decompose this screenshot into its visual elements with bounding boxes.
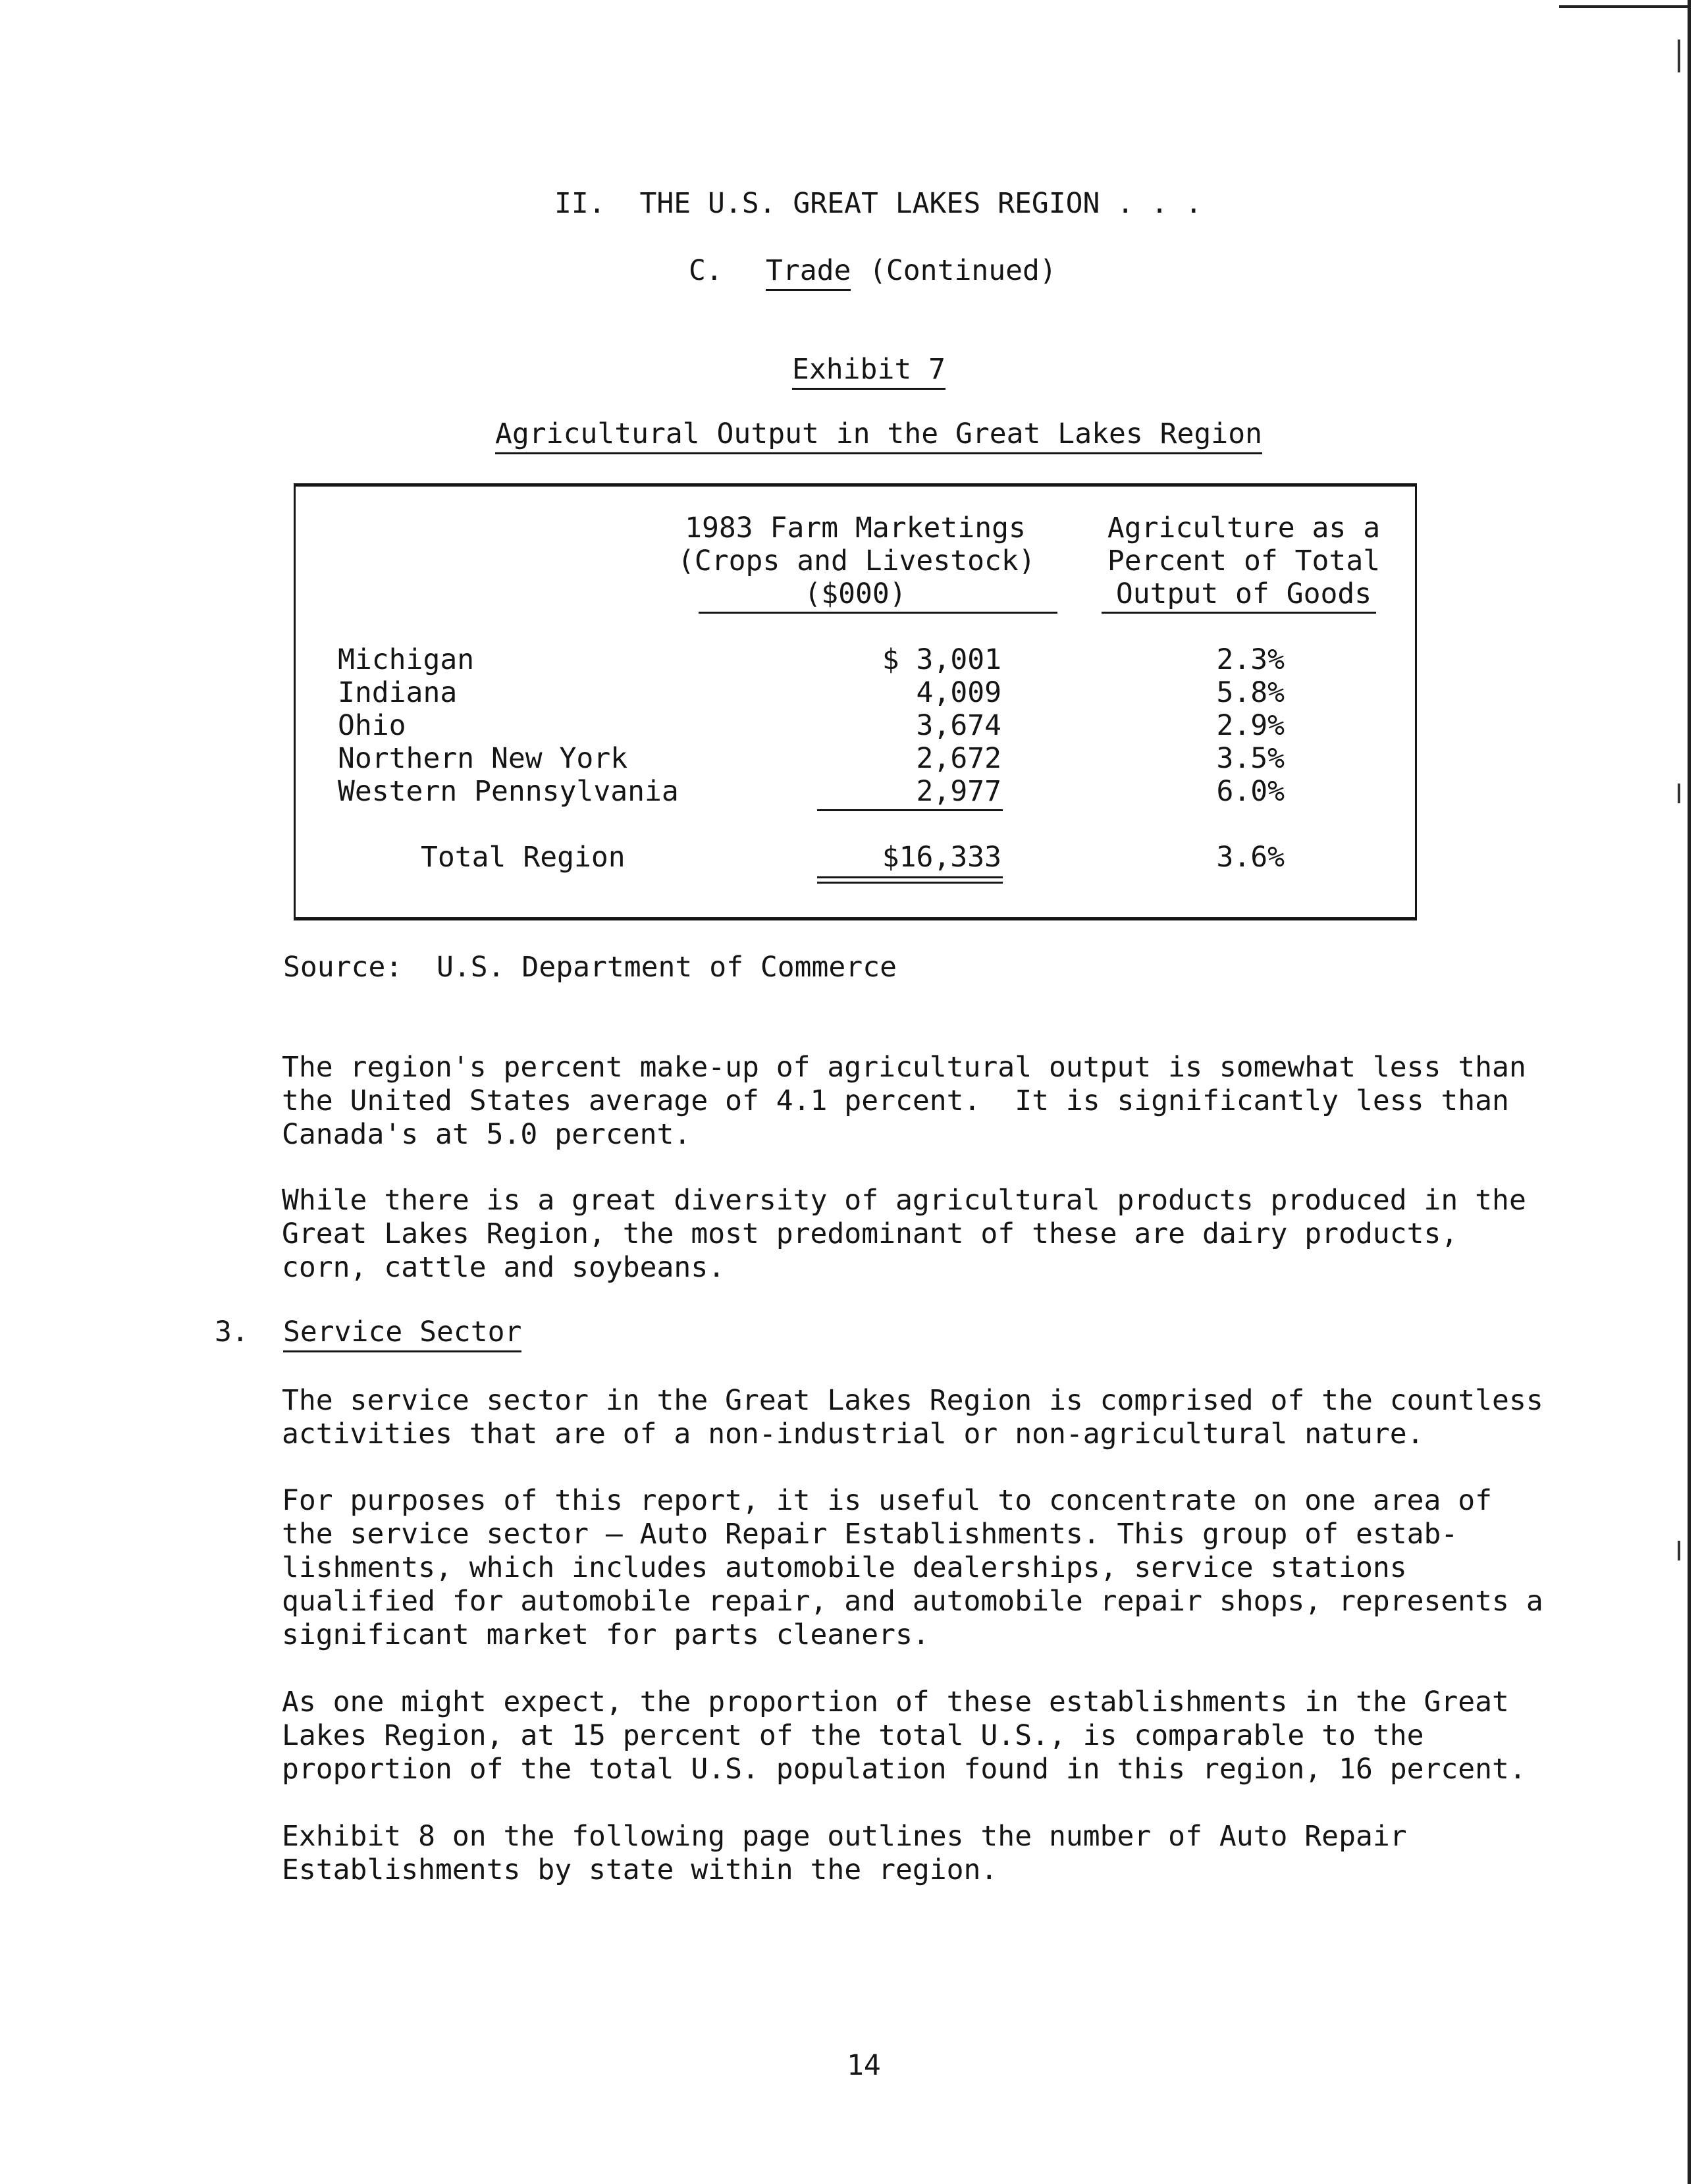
section-number: 3. bbox=[215, 1316, 249, 1348]
paragraph bbox=[282, 1384, 1566, 1451]
col2-header-rule bbox=[1102, 612, 1376, 614]
paragraph-line: qualified for automobile repair, and automobile repair shops, represents a bbox=[282, 1585, 1543, 1618]
col2-header-line3: Output of Goods bbox=[1115, 577, 1372, 610]
row-percent: 2.9% bbox=[1216, 709, 1285, 742]
exhibit-table bbox=[294, 483, 1417, 920]
row-region: Michigan bbox=[338, 643, 475, 676]
col1-header-line1: 1983 Farm Marketings bbox=[685, 512, 1026, 545]
table-source: Source: U.S. Department of Commerce bbox=[283, 951, 897, 984]
total-region: Total Region bbox=[421, 841, 626, 874]
subsection-letter: C. bbox=[689, 254, 723, 287]
col2-header-line1: Agriculture as a bbox=[1107, 512, 1381, 545]
exhibit-title: Agricultural Output in the Great Lakes Region bbox=[495, 417, 1262, 454]
row-region: Western Pennsylvania bbox=[338, 775, 679, 808]
paragraph-line: For purposes of this report, it is useful to concentrate on one area of bbox=[282, 1484, 1493, 1517]
exhibit-label: Exhibit 7 bbox=[792, 353, 945, 390]
total-marketings: $16,333 bbox=[882, 841, 1001, 874]
col1-header-line3: ($000) bbox=[804, 577, 907, 610]
row-region: Northern New York bbox=[338, 742, 628, 775]
paragraph-line: Great Lakes Region, the most predominant of these are dairy products, bbox=[282, 1217, 1458, 1250]
paragraph-line: Establishments by state within the region. bbox=[282, 1853, 998, 1886]
paragraph-line: proportion of the total U.S. population found in this region, 16 percent. bbox=[282, 1753, 1526, 1786]
paragraph-line: Lakes Region, at 15 percent of the total U.S., is comparable to the bbox=[282, 1719, 1424, 1752]
paragraph-line: the United States average of 4.1 percent. It is significantly less than bbox=[282, 1084, 1509, 1117]
row-percent: 6.0% bbox=[1216, 775, 1285, 808]
row-marketings: 2,672 bbox=[916, 742, 1001, 775]
row-marketings: $ 3,001 bbox=[882, 643, 1001, 676]
paragraph-line: Exhibit 8 on the following page outlines the number of Auto Repair bbox=[282, 1820, 1407, 1853]
row-marketings: 3,674 bbox=[916, 709, 1001, 742]
paragraph bbox=[282, 1051, 1566, 1152]
page-edge-top-line bbox=[1559, 5, 1691, 8]
paragraph bbox=[282, 1820, 1566, 1887]
total-percent: 3.6% bbox=[1216, 841, 1285, 874]
page-number: 14 bbox=[847, 2049, 881, 2082]
paragraph-line: corn, cattle and soybeans. bbox=[282, 1251, 726, 1284]
section-title: Service Sector bbox=[283, 1316, 521, 1352]
subsection-title: Trade bbox=[766, 254, 851, 291]
paragraph-line: significant market for parts cleaners. bbox=[282, 1618, 930, 1651]
row-marketings: 2,977 bbox=[916, 775, 1001, 808]
edge-mark bbox=[1678, 40, 1680, 72]
paragraph bbox=[282, 1484, 1566, 1652]
paragraph-line: The region's percent make-up of agricultural output is somewhat less than bbox=[282, 1051, 1526, 1084]
col2-header-line2: Percent of Total bbox=[1107, 545, 1381, 577]
row-region: Indiana bbox=[338, 676, 458, 709]
row-region: Ohio bbox=[338, 709, 406, 742]
paragraph-line: As one might expect, the proportion of these establishments in the Great bbox=[282, 1686, 1509, 1718]
col1-header-line2: (Crops and Livestock) bbox=[678, 545, 1036, 577]
total-double-rule-top bbox=[817, 876, 1003, 878]
row-marketings: 4,009 bbox=[916, 676, 1001, 709]
paragraph-line: Canada's at 5.0 percent. bbox=[282, 1118, 691, 1151]
section-heading: II. THE U.S. GREAT LAKES REGION . . . bbox=[554, 187, 1202, 220]
total-double-rule-bottom bbox=[817, 882, 1003, 884]
paragraph-line: The service sector in the Great Lakes Region is comprised of the countless bbox=[282, 1384, 1543, 1417]
paragraph-line: the service sector — Auto Repair Establishments. This group of estab- bbox=[282, 1518, 1458, 1551]
paragraph bbox=[282, 1184, 1566, 1285]
row-percent: 5.8% bbox=[1216, 676, 1285, 709]
edge-mark bbox=[1678, 1541, 1680, 1560]
row-percent: 3.5% bbox=[1216, 742, 1285, 775]
subtotal-rule bbox=[817, 809, 1003, 811]
paragraph-line: lishments, which includes automobile dealerships, service stations bbox=[282, 1551, 1407, 1584]
paragraph-line: While there is a great diversity of agricultural products produced in the bbox=[282, 1184, 1526, 1217]
edge-mark bbox=[1678, 784, 1680, 803]
paragraph bbox=[282, 1686, 1566, 1786]
col1-header-rule bbox=[699, 612, 1057, 614]
row-percent: 2.3% bbox=[1216, 643, 1285, 676]
page-edge-line bbox=[1688, 0, 1691, 2184]
subsection-suffix: (Continued) bbox=[869, 254, 1057, 287]
paragraph-line: activities that are of a non-industrial or non-agricultural nature. bbox=[282, 1418, 1424, 1451]
